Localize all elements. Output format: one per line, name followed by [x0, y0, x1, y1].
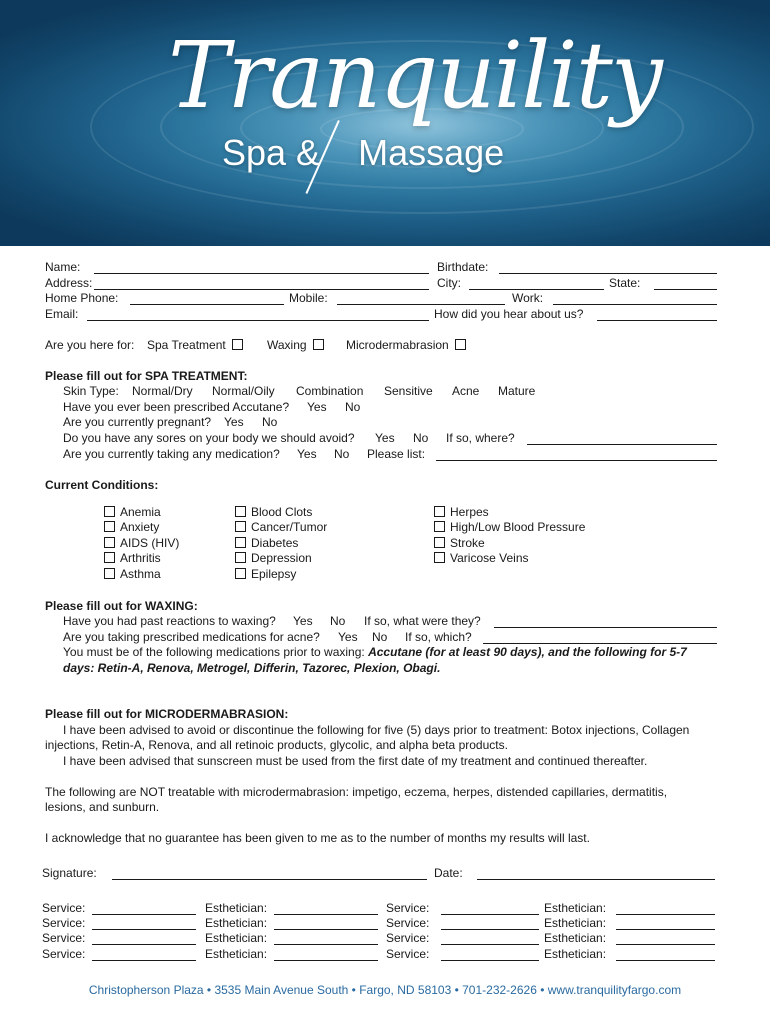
micro-sunscreen: I have been advised that sunscreen must be used from the first date of my treatment and continued thereafter. — [63, 754, 648, 768]
condition-item[interactable] — [104, 536, 179, 550]
condition-label: Anemia — [120, 505, 161, 519]
checkbox[interactable] — [235, 506, 246, 517]
waxing-warning-line2: days: Retin-A, Renova, Metrogel, Differin, Tazorec, Plexion, Obagi. — [63, 661, 441, 675]
medication-question: Are you currently taking any medication? — [63, 447, 280, 461]
checkbox[interactable] — [455, 339, 466, 350]
service-field[interactable] — [92, 914, 196, 915]
visit-option-label: Spa Treatment — [147, 338, 226, 352]
work-field[interactable] — [553, 304, 717, 305]
date-label: Date: — [434, 866, 463, 880]
condition-label: Arthritis — [120, 551, 161, 565]
skin-option[interactable]: Combination — [296, 384, 364, 398]
service-label: Service: — [386, 931, 430, 945]
service-field[interactable] — [92, 944, 196, 945]
header-banner — [0, 0, 770, 246]
reactions-yes[interactable]: Yes — [293, 614, 313, 628]
sores-no[interactable]: No — [413, 431, 429, 445]
address-label: Address: — [45, 276, 93, 290]
checkbox[interactable] — [104, 521, 115, 532]
condition-item[interactable] — [235, 551, 312, 565]
waxing-must-be-off — [63, 645, 687, 659]
please-list-label: Please list: — [367, 447, 426, 461]
address-field[interactable] — [94, 289, 429, 290]
work-label: Work: — [512, 291, 544, 305]
if-where-label: If so, where? — [446, 431, 515, 445]
esthetician-field[interactable] — [274, 914, 378, 915]
checkbox[interactable] — [232, 339, 243, 350]
service-label: Service: — [42, 931, 86, 945]
service-field[interactable] — [92, 929, 196, 930]
checkbox[interactable] — [235, 521, 246, 532]
condition-item[interactable] — [235, 567, 296, 581]
checkbox[interactable] — [434, 537, 445, 548]
esthetician-label: Esthetician: — [544, 947, 607, 961]
sores-question: Do you have any sores on your body we should avoid? — [63, 431, 355, 445]
esthetician-field[interactable] — [616, 929, 715, 930]
pregnant-question: Are you currently pregnant? — [63, 415, 212, 429]
medication-no[interactable]: No — [334, 447, 350, 461]
esthetician-label: Esthetician: — [544, 901, 607, 915]
condition-item[interactable] — [434, 551, 529, 565]
visit-option-label: Waxing — [267, 338, 307, 352]
condition-item[interactable] — [434, 536, 485, 550]
checkbox[interactable] — [434, 506, 445, 517]
visit-label: Are you here for: — [45, 338, 135, 352]
state-label: State: — [609, 276, 641, 290]
signature-label: Signature: — [42, 866, 97, 880]
service-field[interactable] — [92, 960, 196, 961]
condition-label: High/Low Blood Pressure — [450, 520, 586, 534]
checkbox[interactable] — [313, 339, 324, 350]
micro-advised-line2: injections, Retin-A, Renova, and all retinoic products, glycolic, and alpha beta products. — [45, 738, 508, 752]
condition-item[interactable] — [235, 536, 298, 550]
micro-not-treatable-line2: lesions, and sunburn. — [45, 800, 160, 814]
accutane-question: Have you ever been prescribed Accutane? — [63, 400, 290, 414]
checkbox[interactable] — [235, 568, 246, 579]
skin-option[interactable]: Normal/Oily — [212, 384, 275, 398]
spa-section-title: Please fill out for SPA TREATMENT: — [45, 369, 248, 383]
condition-item[interactable] — [104, 520, 159, 534]
logo-sub-left: Spa & — [222, 132, 321, 173]
esthetician-field[interactable] — [274, 929, 378, 930]
skin-option[interactable]: Mature — [498, 384, 536, 398]
condition-item[interactable] — [104, 567, 161, 581]
service-field[interactable] — [441, 914, 539, 915]
checkbox[interactable] — [104, 568, 115, 579]
home-phone-field[interactable] — [130, 304, 284, 305]
acne-meds-question: Are you taking prescribed medications for acne? — [63, 630, 320, 644]
pregnant-yes[interactable]: Yes — [224, 415, 244, 429]
checkbox[interactable] — [434, 521, 445, 532]
service-label: Service: — [42, 947, 86, 961]
skin-type-label: Skin Type: — [63, 384, 119, 398]
waxing-section-title: Please fill out for WAXING: — [45, 599, 198, 613]
condition-item[interactable] — [235, 520, 327, 534]
mobile-field[interactable] — [337, 304, 505, 305]
esthetician-label: Esthetician: — [205, 931, 268, 945]
accutane-no[interactable]: No — [345, 400, 361, 414]
heard-label: How did you hear about us? — [434, 307, 584, 321]
service-field[interactable] — [441, 944, 539, 945]
waxing-warning-text: Accutane (for at least 90 days), and the following for 5-7 — [368, 645, 687, 659]
medication-yes[interactable]: Yes — [297, 447, 317, 461]
name-field[interactable] — [94, 273, 429, 274]
checkbox[interactable] — [434, 552, 445, 563]
reactions-question: Have you had past reactions to waxing? — [63, 614, 276, 628]
condition-label: Blood Clots — [251, 505, 313, 519]
condition-label: Diabetes — [251, 536, 299, 550]
service-label: Service: — [386, 916, 430, 930]
acknowledge-text: I acknowledge that no guarantee has been given to me as to the number of months my results will last. — [45, 831, 590, 845]
service-field[interactable] — [441, 929, 539, 930]
esthetician-field[interactable] — [616, 944, 715, 945]
service-field[interactable] — [441, 960, 539, 961]
waxing-must-be-off-text: You must be of the following medications prior to waxing: — [63, 645, 365, 659]
date-field[interactable] — [477, 879, 715, 880]
pregnant-no[interactable]: No — [262, 415, 278, 429]
if-which-label: If so, which? — [405, 630, 472, 644]
signature-field[interactable] — [112, 879, 427, 880]
acne-meds-yes[interactable]: Yes — [338, 630, 358, 644]
condition-item[interactable] — [104, 505, 161, 519]
condition-item[interactable] — [104, 551, 161, 565]
sores-yes[interactable]: Yes — [375, 431, 395, 445]
esthetician-field[interactable] — [274, 960, 378, 961]
logo-sub — [222, 132, 504, 174]
checkbox[interactable] — [235, 552, 246, 563]
birthdate-field[interactable] — [499, 273, 717, 274]
acne-meds-no[interactable]: No — [372, 630, 388, 644]
birthdate-label: Birthdate: — [437, 260, 489, 274]
checkbox[interactable] — [104, 537, 115, 548]
service-label: Service: — [42, 916, 86, 930]
esthetician-field[interactable] — [616, 960, 715, 961]
condition-label: Epilepsy — [251, 567, 297, 581]
esthetician-label: Esthetician: — [205, 916, 268, 930]
email-label: Email: — [45, 307, 79, 321]
service-label: Service: — [42, 901, 86, 915]
micro-advised-line1: I have been advised to avoid or discontinue the following for five (5) days prior to treatment: Botox injections, Collagen — [63, 723, 690, 737]
condition-label: AIDS (HIV) — [120, 536, 180, 550]
checkbox[interactable] — [104, 506, 115, 517]
skin-option[interactable]: Sensitive — [384, 384, 433, 398]
sores-where-field[interactable] — [527, 444, 717, 445]
esthetician-field[interactable] — [616, 914, 715, 915]
esthetician-label: Esthetician: — [205, 901, 268, 915]
home-phone-label: Home Phone: — [45, 291, 119, 305]
name-label: Name: — [45, 260, 81, 274]
conditions-title: Current Conditions: — [45, 478, 159, 492]
footer-address: Christopherson Plaza • 3535 Main Avenue South • Fargo, ND 58103 • 701-232-2626 • www.tranquilityfargo.com — [88, 983, 682, 997]
checkbox[interactable] — [235, 537, 246, 548]
esthetician-field[interactable] — [274, 944, 378, 945]
esthetician-label: Esthetician: — [544, 916, 607, 930]
condition-item[interactable] — [434, 520, 585, 534]
visit-spa-treatment[interactable] — [147, 338, 243, 352]
medication-list-field[interactable] — [436, 460, 717, 461]
logo-sub-right: Massage — [358, 132, 505, 173]
reactions-what-field[interactable] — [494, 627, 717, 628]
reactions-no[interactable]: No — [330, 614, 346, 628]
email-field[interactable] — [87, 320, 429, 321]
acne-meds-which-field[interactable] — [483, 643, 717, 644]
mobile-label: Mobile: — [289, 291, 328, 305]
condition-item[interactable] — [235, 505, 312, 519]
condition-item[interactable] — [434, 505, 489, 519]
visit-waxing[interactable] — [267, 338, 324, 352]
condition-label: Stroke — [450, 536, 485, 550]
skin-option[interactable]: Normal/Dry — [132, 384, 193, 398]
visit-option-label: Microdermabrasion — [346, 338, 449, 352]
state-field[interactable] — [654, 289, 717, 290]
visit-microdermabrasion[interactable] — [346, 338, 466, 352]
accutane-yes[interactable]: Yes — [307, 400, 327, 414]
checkbox[interactable] — [104, 552, 115, 563]
city-label: City: — [437, 276, 461, 290]
service-label: Service: — [386, 947, 430, 961]
esthetician-label: Esthetician: — [205, 947, 268, 961]
condition-label: Asthma — [120, 567, 161, 581]
heard-field[interactable] — [597, 320, 717, 321]
condition-label: Herpes — [450, 505, 489, 519]
condition-label: Depression — [251, 551, 312, 565]
service-label: Service: — [386, 901, 430, 915]
skin-option[interactable]: Acne — [452, 384, 480, 398]
condition-label: Anxiety — [120, 520, 160, 534]
if-what-label: If so, what were they? — [364, 614, 481, 628]
city-field[interactable] — [469, 289, 604, 290]
condition-label: Varicose Veins — [450, 551, 529, 565]
micro-not-treatable-line1: The following are NOT treatable with microdermabrasion: impetigo, eczema, herpes, distended capillaries, dermatitis, — [45, 785, 668, 799]
logo-script: Tranquility — [168, 22, 661, 129]
condition-label: Cancer/Tumor — [251, 520, 328, 534]
esthetician-label: Esthetician: — [544, 931, 607, 945]
micro-section-title: Please fill out for MICRODERMABRASION: — [45, 707, 289, 721]
